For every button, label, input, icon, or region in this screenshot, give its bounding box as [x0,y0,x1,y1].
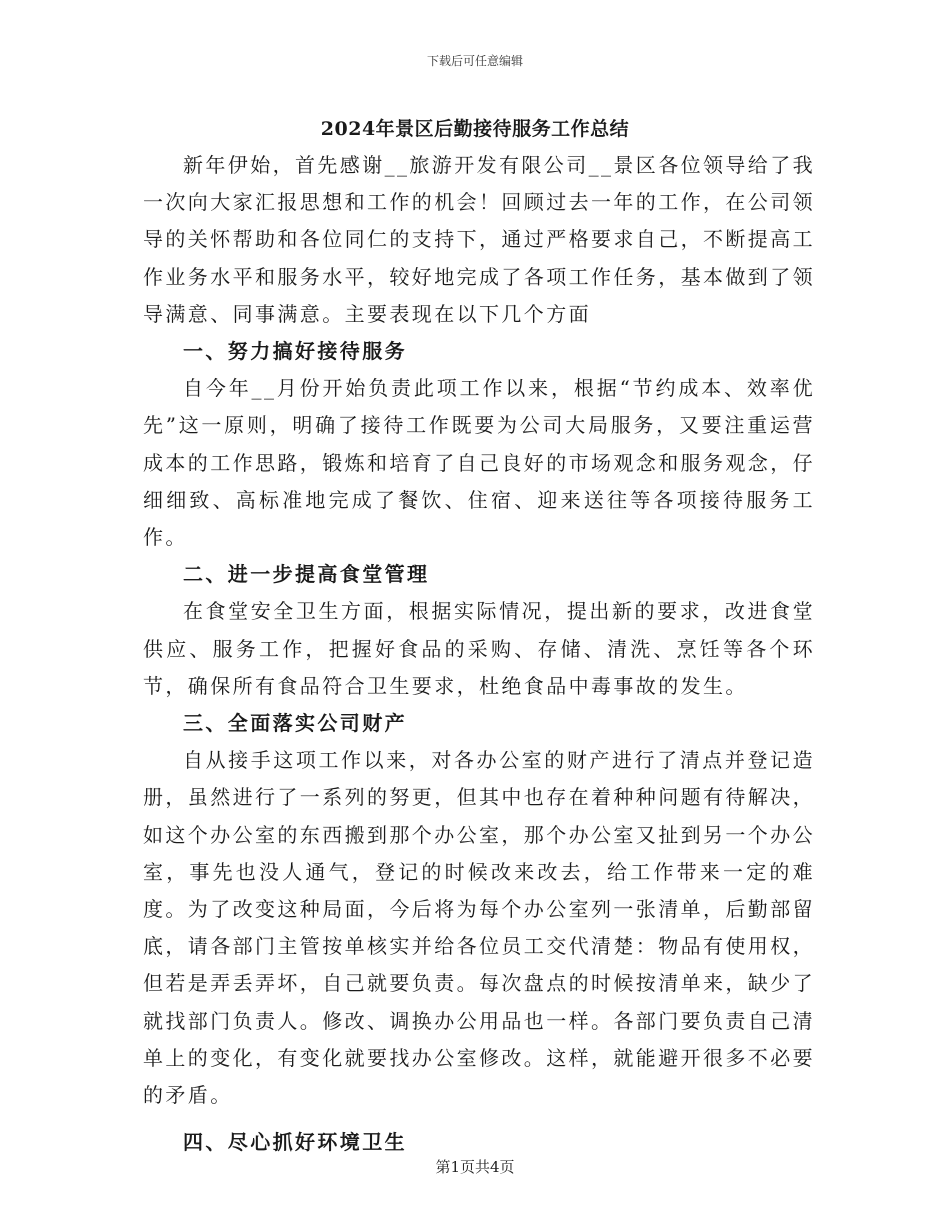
document-body [143,147,815,1161]
section-body-1: 自今年__月份开始负责此项工作以来，根据“节约成本、效率优先”这一原则，明确了接待工作既要为公司大局服务，又要注重运营成本的工作思路，锻炼和培育了自己良好的市场观念和服务观念，仔细细致、高标准地完成了餐饮、住宿、迎来送往等各项接待服务工作。 [143,376,815,550]
section-heading-3: 三、全面落实公司财产 [183,711,407,736]
document-title: 2024年景区后勤接待服务工作总结 [320,118,630,140]
page-footer: 第1页共4页 [435,1158,515,1176]
section-heading-1: 一、努力搞好接待服务 [183,339,407,364]
section-heading-2: 二、进一步提高食堂管理 [183,562,430,587]
intro-paragraph: 新年伊始，首先感谢__旅游开发有限公司__景区各位领导给了我一次向大家汇报思想和工作的机会！回顾过去一年的工作，在公司领导的关怀帮助和各位同仁的支持下，通过严格要求自己，不断提高工作业务水平和服务水平，较好地完成了各项工作任务，基本做到了领导满意、同事满意。主要表现在以下几个方面 [143,153,815,326]
header-note: 下载后可任意编辑 [426,54,523,68]
section-heading-4: 四、尽心抓好环境卫生 [183,1130,407,1155]
section-body-3: 自从接手这项工作以来，对各办公室的财产进行了清点并登记造册，虽然进行了一系列的努更，但其中也存在着种种问题有待解决，如这个办公室的东西搬到那个办公室，那个办公室又扯到另一个办公室，事先也没人通气，登记的时候改来改去，给工作带来一定的难度。为了改变这种局面，今后将为每个办公室列一张清单，后勤部留底，请各部门主管按单核实并给各位员工交代清楚：物品有使用权，但若是弄丢弄坏，自己就要负责。每次盘点的时候按清单来，缺少了就找部门负责人。修改、调换办公用品也一样。各部门要负责自己清单上的变化，有变化就要找办公室修改。这样，就能避开很多不必要的矛盾。 [143,748,815,1108]
section-body-2: 在食堂安全卫生方面，根据实际情况，提出新的要求，改进食堂供应、服务工作，把握好食品的采购、存储、清洗、烹饪等各个环节，确保所有食品符合卫生要求，杜绝食品中毒事故的发生。 [143,599,815,698]
